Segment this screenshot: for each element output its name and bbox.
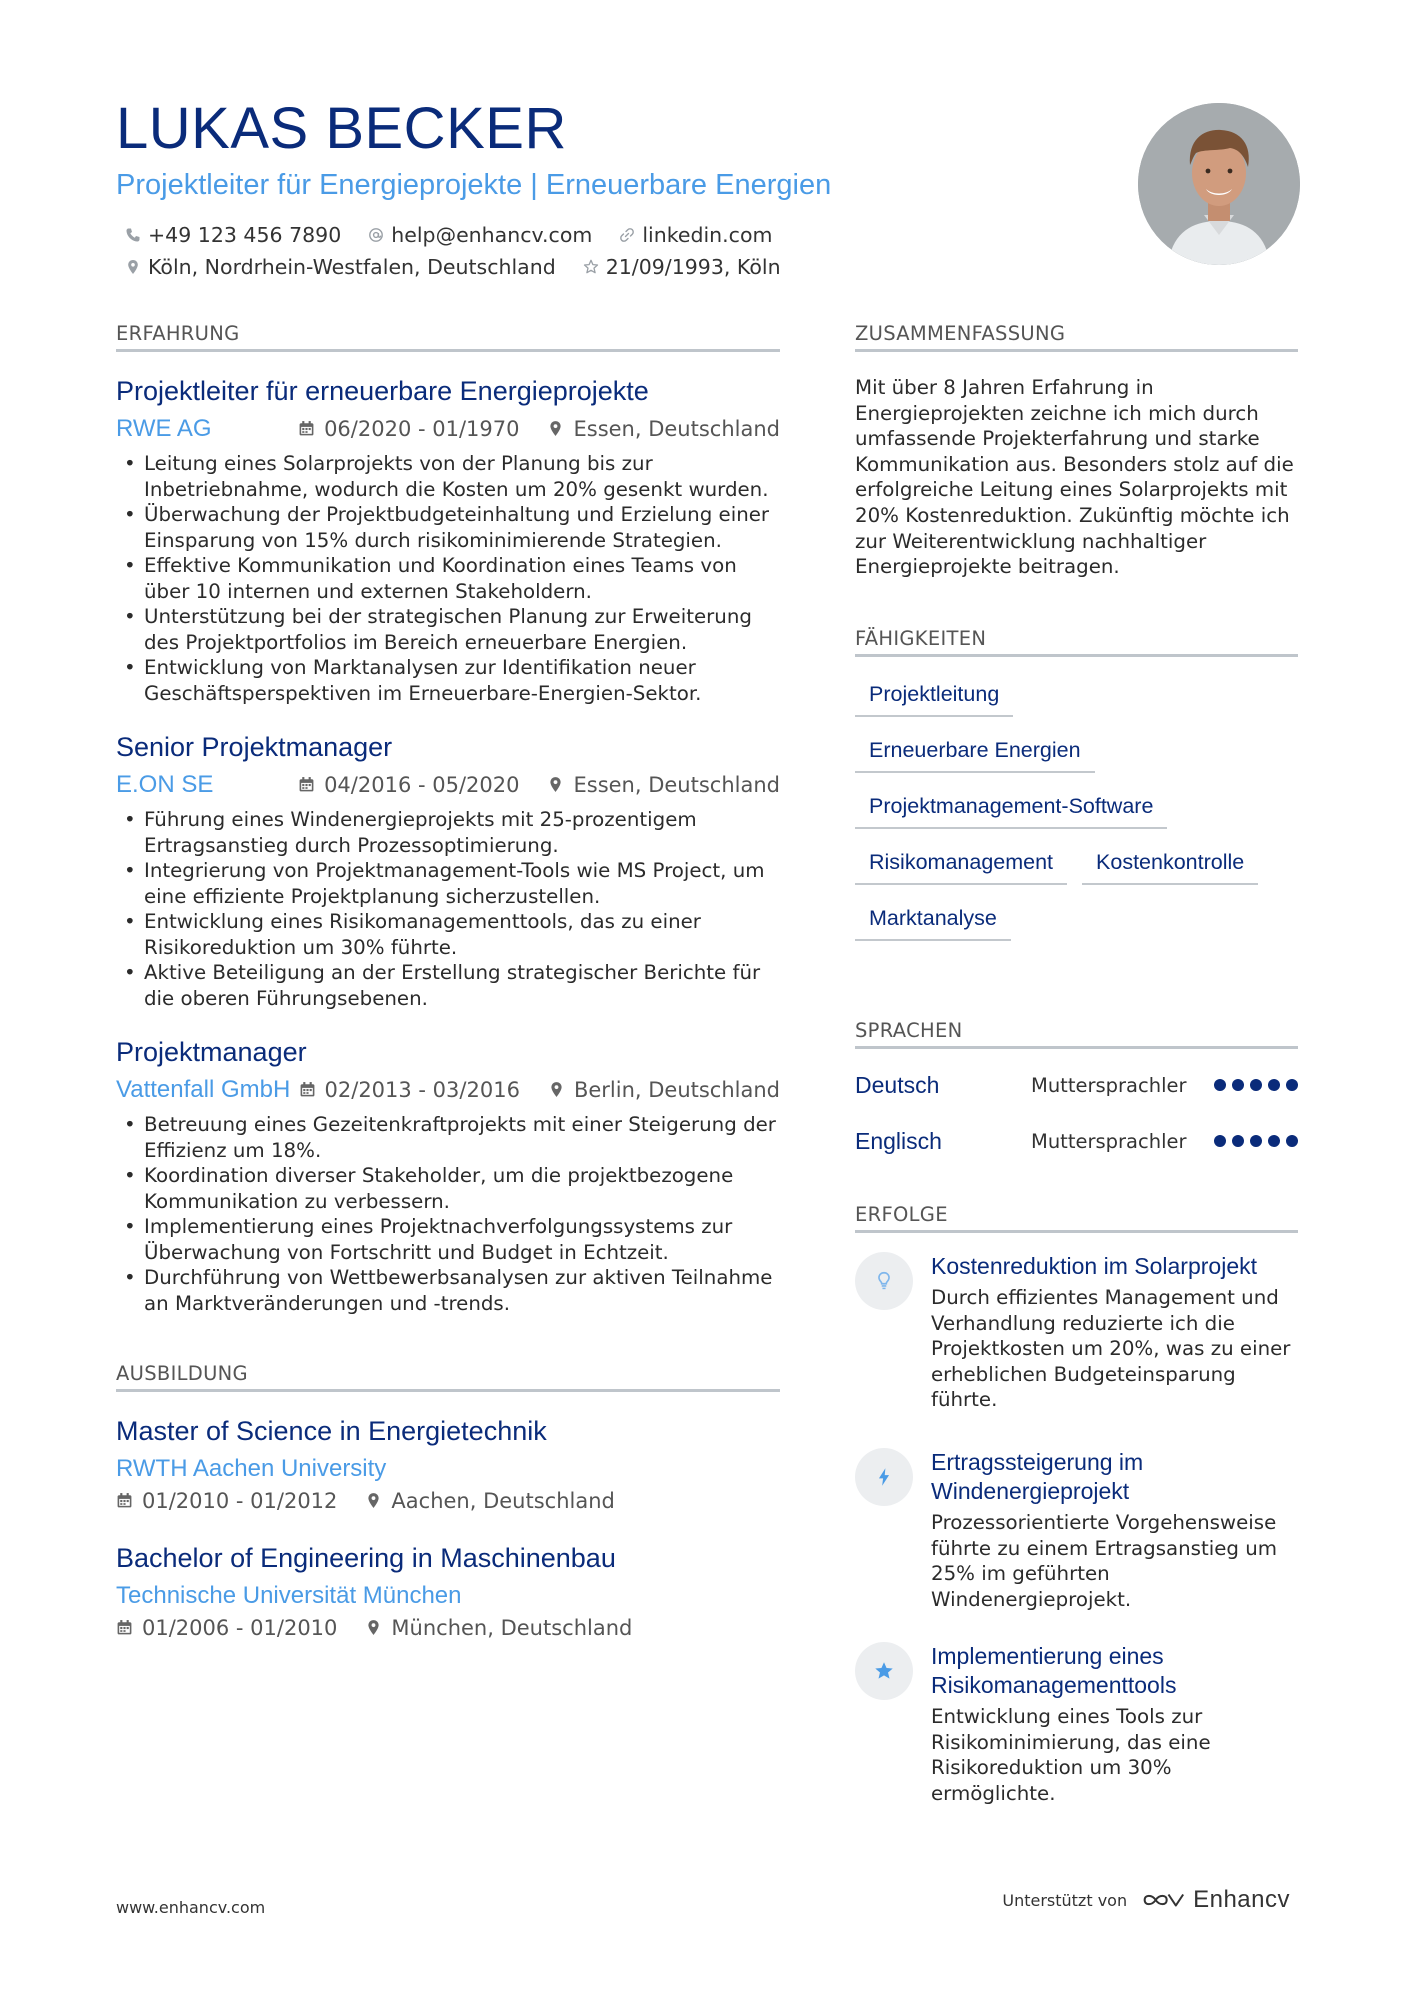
- bullet-item: • Entwicklung von Marktanalysen zur Identifikation neuer Geschäftsperspektiven im Erneuerbare-Energien-Sektor.: [116, 655, 780, 706]
- job-dates-text: 06/2020 - 01/1970: [324, 417, 520, 442]
- achievement-description: Durch effizientes Management und Verhandlung reduzierte ich die Projektkosten um 20%, was zu einer erheblichen Budgeteinsparung führte.: [931, 1286, 1291, 1412]
- section-title-summary: ZUSAMMENFASSUNG: [855, 322, 1298, 352]
- level-dot: [1250, 1135, 1262, 1147]
- achievement-title: Kostenreduktion im Solarprojekt: [931, 1253, 1257, 1279]
- education-location: [365, 1489, 614, 1513]
- job-title: Projektleiter für erneuerbare Energieprojekte: [116, 376, 649, 406]
- candidate-headline: Projektleiter für Energieprojekte | Erneuerbare Energien: [116, 169, 832, 201]
- education-dates: [116, 1489, 337, 1513]
- job-dates-text: 04/2016 - 05/2020: [324, 773, 520, 798]
- achievement-item: [855, 1252, 1298, 1413]
- level-dot: [1232, 1079, 1244, 1091]
- birth-text: 21/09/1993, Köln: [605, 255, 781, 279]
- bullet-item: • Effektive Kommunikation und Koordination eines Teams von über 10 internen und externen Stakeholdern.: [116, 553, 780, 604]
- level-dot: [1268, 1135, 1280, 1147]
- location-pin-icon: [547, 420, 565, 438]
- level-dot: [1268, 1079, 1280, 1091]
- language-name: Englisch: [855, 1127, 942, 1154]
- bullet-item: • Überwachung der Projektbudgeteinhaltung und Erzielung einer Einsparung von 15% durch risikominimierende Strategien.: [116, 502, 780, 553]
- star-icon: [855, 1642, 913, 1700]
- level-dot: [1214, 1135, 1226, 1147]
- avatar: [1138, 103, 1300, 265]
- job-dates-text: 02/2013 - 03/2016: [324, 1078, 520, 1103]
- section-title-achievements: ERFOLGE: [855, 1203, 1298, 1233]
- job-dates: [298, 417, 519, 441]
- lightbulb-icon: [855, 1252, 913, 1310]
- bullet-item: • Aktive Beteiligung an der Erstellung strategischer Berichte für die oberen Führungsebenen.: [116, 960, 780, 1011]
- job-meta: [116, 1076, 780, 1104]
- location-pin-icon: [547, 776, 565, 794]
- contact-location: [124, 255, 556, 279]
- level-dot: [1286, 1135, 1298, 1147]
- section-title-skills: FÄHIGKEITEN: [855, 627, 1298, 657]
- company-name: E.ON SE: [116, 771, 214, 799]
- education-meta: [116, 1616, 780, 1640]
- contact-birth: [582, 255, 781, 279]
- location-pin-icon: [124, 258, 142, 276]
- email-text: help@enhancv.com: [391, 223, 593, 247]
- job-title: Projektmanager: [116, 1037, 307, 1067]
- language-level: Muttersprachler: [1031, 1073, 1187, 1097]
- location-pin-icon: [548, 1081, 566, 1099]
- language-level: Muttersprachler: [1031, 1129, 1187, 1153]
- language-dots: [1208, 1135, 1298, 1147]
- skill-tag: Risikomanagement: [855, 850, 1067, 885]
- location-pin-icon: [365, 1619, 383, 1637]
- section-title-education: AUSBILDUNG: [116, 1362, 780, 1392]
- job-location-text: Berlin, Deutschland: [573, 1078, 780, 1103]
- job-title: Senior Projektmanager: [116, 732, 393, 762]
- brand-name: Enhancv: [1193, 1886, 1290, 1913]
- location-pin-icon: [365, 1492, 383, 1510]
- job-location-text: Essen, Deutschland: [573, 773, 780, 798]
- job-dates: [298, 773, 519, 797]
- education-dates-text: 01/2010 - 01/2012: [142, 1489, 338, 1514]
- lightning-icon: [855, 1448, 913, 1506]
- education-entry: [116, 1543, 780, 1640]
- achievement-title: Implementierung eines Risikomanagementtools: [931, 1643, 1177, 1698]
- language-name: Deutsch: [855, 1071, 940, 1098]
- language-row: [855, 1126, 1298, 1156]
- powered-by-label: Unterstützt von: [1002, 1890, 1128, 1910]
- education-location: [365, 1616, 632, 1640]
- bullet-item: • Führung eines Windenergieprojekts mit 25-prozentigem Ertragsanstieg durch Prozessoptimierung.: [116, 807, 780, 858]
- candidate-name: LUKAS BECKER: [116, 96, 567, 161]
- job-location: [548, 1078, 780, 1102]
- job-location-text: Essen, Deutschland: [573, 417, 780, 442]
- bullet-item: • Koordination diverser Stakeholder, um die projektbezogene Kommunikation zu verbessern.: [116, 1163, 780, 1214]
- bullet-item: • Integrierung von Projektmanagement-Tools wie MS Project, um eine effiziente Projektplanung sicherzustellen.: [116, 858, 780, 909]
- job-bullets: [116, 1112, 780, 1316]
- experience-entry: [116, 1037, 780, 1316]
- phone-text: +49 123 456 7890: [148, 223, 342, 247]
- skill-tag: Projektmanagement-Software: [855, 794, 1167, 829]
- contact-linkedin[interactable]: [618, 223, 772, 247]
- achievement-title: Ertragssteigerung im Windenergieprojekt: [931, 1449, 1144, 1504]
- job-location: [547, 417, 780, 441]
- education-entry: [116, 1416, 780, 1513]
- section-title-languages: SPRACHEN: [855, 1019, 1298, 1049]
- calendar-icon: [116, 1619, 134, 1637]
- achievement-description: Prozessorientierte Vorgehensweise führte zu einem Ertragsanstieg um 25% im geführten Windenergieprojekt.: [931, 1511, 1278, 1611]
- language-dots: [1208, 1079, 1298, 1091]
- phone-icon: [124, 226, 142, 244]
- location-text: Köln, Nordrhein-Westfalen, Deutschland: [148, 255, 556, 279]
- star-outline-icon: [582, 258, 600, 276]
- skill-tag: Erneuerbare Energien: [855, 738, 1095, 773]
- bullet-item: • Betreuung eines Gezeitenkraftprojekts mit einer Steigerung der Effizienz um 18%.: [116, 1112, 780, 1163]
- company-name: RWE AG: [116, 415, 212, 443]
- achievement-description: Entwicklung eines Tools zur Risikominimierung, das eine Risikoreduktion um 30% ermöglichte.: [931, 1705, 1211, 1805]
- skills-list: [855, 682, 1298, 962]
- skill-tag: Kostenkontrolle: [1082, 850, 1258, 885]
- contact-email[interactable]: [367, 223, 592, 247]
- link-icon: [618, 226, 636, 244]
- bullet-item: • Implementierung eines Projektnachverfolgungssystems zur Überwachung von Fortschritt und Budget in Echtzeit.: [116, 1214, 780, 1265]
- job-dates: [299, 1078, 520, 1102]
- job-bullets: [116, 807, 780, 1011]
- contact-phone: [124, 223, 341, 247]
- level-dot: [1214, 1079, 1226, 1091]
- achievement-item: [855, 1642, 1298, 1806]
- job-meta: [116, 771, 780, 799]
- language-row: [855, 1070, 1298, 1100]
- job-location: [547, 773, 780, 797]
- calendar-icon: [116, 1492, 134, 1510]
- education-dates-text: 01/2006 - 01/2010: [142, 1616, 338, 1641]
- linkedin-text: linkedin.com: [642, 223, 773, 247]
- experience-entry: [116, 376, 780, 706]
- enhancv-logo-icon: [1141, 1889, 1185, 1911]
- summary-text: Mit über 8 Jahren Erfahrung in Energieprojekten zeichne ich mich durch umfassende Projekterfahrung und starke Kommunikation aus. Besonders stolz auf die erfolgreiche Leitung eines Solarprojekts mit 20% Kostenreduktion. Zukünftig möchte ich zur Weiterentwicklung nachhaltiger Energieprojekte beitragen.: [855, 376, 1294, 579]
- job-bullets: [116, 451, 780, 706]
- company-name: Vattenfall GmbH: [116, 1076, 291, 1104]
- education-dates: [116, 1616, 337, 1640]
- degree-title: Bachelor of Engineering in Maschinenbau: [116, 1543, 616, 1573]
- footer-website[interactable]: www.enhancv.com: [116, 1898, 266, 1917]
- contact-row-1: [124, 223, 798, 247]
- experience-entry: [116, 732, 780, 1011]
- bullet-item: • Leitung eines Solarprojekts von der Planung bis zur Inbetriebnahme, wodurch die Kosten um 20% gesenkt wurden.: [116, 451, 780, 502]
- skill-tag: Projektleitung: [855, 682, 1013, 717]
- education-location-text: München, Deutschland: [391, 1616, 633, 1641]
- calendar-icon: [298, 776, 316, 794]
- school-name: RWTH Aachen University: [116, 1455, 387, 1483]
- school-name: Technische Universität München: [116, 1582, 462, 1610]
- calendar-icon: [299, 1081, 317, 1099]
- bullet-item: • Unterstützung bei der strategischen Planung zur Erweiterung des Projektportfolios im Bereich erneuerbare Energien.: [116, 604, 780, 655]
- calendar-icon: [298, 420, 316, 438]
- level-dot: [1250, 1079, 1262, 1091]
- at-icon: [367, 226, 385, 244]
- education-location-text: Aachen, Deutschland: [391, 1489, 615, 1514]
- skill-tag: Marktanalyse: [855, 906, 1011, 941]
- bullet-item: • Entwicklung eines Risikomanagementtools, das zu einer Risikoreduktion um 30% führte.: [116, 909, 780, 960]
- level-dot: [1286, 1079, 1298, 1091]
- contact-row-2: [124, 255, 807, 279]
- achievement-item: [855, 1448, 1298, 1612]
- footer-powered-by: [1002, 1886, 1290, 1914]
- education-meta: [116, 1489, 780, 1513]
- section-title-experience: ERFAHRUNG: [116, 322, 780, 352]
- job-meta: [116, 415, 780, 443]
- level-dot: [1232, 1135, 1244, 1147]
- languages-list: [855, 1070, 1298, 1156]
- degree-title: Master of Science in Energietechnik: [116, 1416, 547, 1446]
- bullet-item: • Durchführung von Wettbewerbsanalysen zur aktiven Teilnahme an Marktveränderungen und -trends.: [116, 1265, 780, 1316]
